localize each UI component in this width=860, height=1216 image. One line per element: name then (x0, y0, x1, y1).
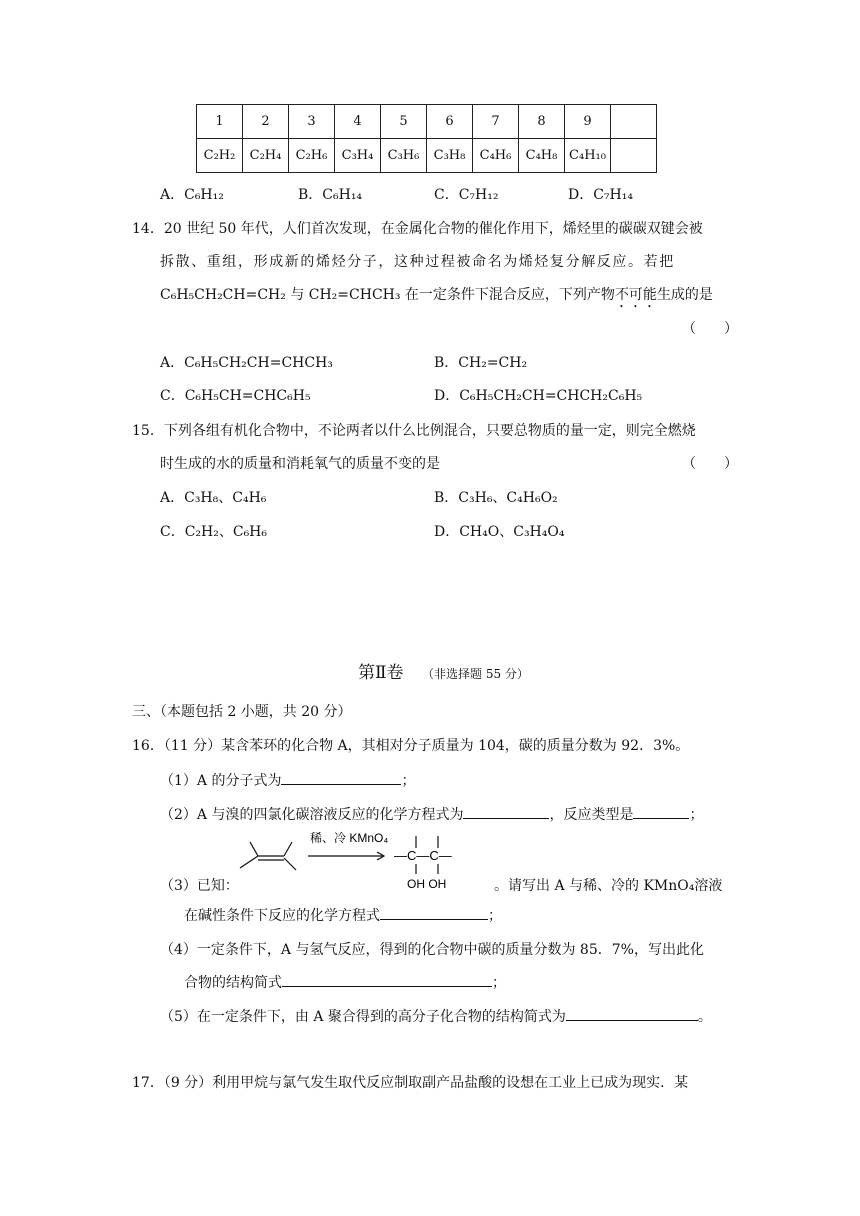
table-cell: 3 (289, 105, 335, 139)
q15-answer-paren: （ ） (682, 456, 738, 472)
q16-part-1-end: ； (401, 773, 416, 789)
q14-option-a: A．C₆H₅CH₂CH=CHCH₃ (160, 355, 333, 371)
q16-part-2-text: （2）A 与溴的四氯化碳溶液反应的化学方程式为 (160, 807, 464, 823)
q13-option-a: A．C₆H₁₂ (160, 187, 224, 203)
bond-line (284, 858, 296, 870)
q15-line-1: 15．下列各组有机化合物中，不论两者以什么比例混合，只要总物质的量一定，则完全燃烧 (132, 423, 696, 439)
q16-part-4-line-2 (184, 972, 506, 992)
q16-part-5-end: 。 (697, 1009, 712, 1025)
table-cell: C₄H₈ (519, 139, 565, 173)
q16-intro: 16．（11 分）某含苯环的化合物 A，其相对分子质量为 104，碳的质量分数为 92．3%。 (132, 738, 690, 754)
q16-part-5-text: （5）在一定条件下，由 A 聚合得到的高分子化合物的结构简式为 (160, 1009, 566, 1025)
table-cell: C₃H₄ (335, 139, 381, 173)
q16-part-4-line-2-text: 合物的结构简式 (184, 975, 282, 991)
hydroxyl-labels: OH OH (407, 877, 447, 891)
q16-part-2-end: ； (689, 807, 704, 823)
part-heading (358, 658, 529, 683)
answer-blank[interactable] (566, 1006, 698, 1021)
table-cell: C₂H₄ (243, 139, 289, 173)
bond-line (250, 842, 258, 856)
table-row (197, 139, 657, 173)
q16-part-3-line-2-text: 在碱性条件下反应的化学方程式 (184, 908, 380, 924)
answer-blank[interactable] (463, 804, 549, 819)
table-cell: C₂H₆ (289, 139, 335, 173)
reagent-label: 稀、冷 KMnO₄ (310, 831, 389, 845)
q16-part-5 (160, 1006, 712, 1026)
table-cell: C₃H₈ (427, 139, 473, 173)
answer-blank[interactable] (633, 804, 689, 819)
q14-emphasis: 不可能 (614, 287, 657, 303)
q15-option-d: D．CH₄O、C₃H₄O₄ (434, 524, 565, 540)
q16-part-3-line-2 (184, 905, 502, 925)
table-cell (611, 139, 657, 173)
q14-line-3-text: C₆H₅CH₂CH=CH₂ 与 CH₂=CHCH₃ 在一定条件下混合反应，下列产物 (160, 287, 615, 303)
bond-line (284, 842, 292, 856)
q16-part-4-end: ； (492, 975, 506, 991)
table-cell: C₄H₁₀ (565, 139, 611, 173)
q14-option-b: B．CH₂=CH₂ (434, 355, 528, 371)
section-heading: 三、（本题包括 2 小题，共 20 分） (132, 704, 352, 720)
q13-option-c: C．C₇H₁₂ (434, 187, 499, 203)
table-cell (611, 105, 657, 139)
q13-option-d: D．C₇H₁₄ (568, 187, 633, 203)
table-cell: 4 (335, 105, 381, 139)
table-cell: 7 (473, 105, 519, 139)
formula-table (196, 104, 657, 173)
q16-part-3-label: （3）已知： (160, 878, 239, 894)
table-cell: 1 (197, 105, 243, 139)
q14-line-2: 拆散、重组，形成新的烯烃分子，这种过程被命名为烯烃复分解反应。若把 (160, 254, 675, 270)
q16-part-2-mid: ，反应类型是 (549, 807, 634, 823)
answer-blank[interactable] (380, 905, 488, 920)
q14-line-3-end: 生成的是 (656, 287, 713, 303)
table-cell: C₃H₆ (381, 139, 427, 173)
answer-blank[interactable] (281, 770, 401, 785)
q16-part-1 (160, 770, 415, 790)
product-structure: —C—C— (394, 848, 452, 863)
table-cell: 9 (565, 105, 611, 139)
q14-line-1: 14．20 世纪 50 年代，人们首次发现，在金属化合物的催化作用下，烯烃里的碳碳双键会被 (132, 221, 703, 237)
q15-option-c: C．C₂H₂、C₆H₆ (160, 524, 268, 540)
q15-option-b: B．C₃H₆、C₄H₆O₂ (434, 490, 558, 506)
q14-option-c: C．C₆H₅CH=CHC₆H₅ (160, 388, 311, 404)
answer-blank[interactable] (282, 972, 492, 987)
part-title: 第Ⅱ卷 (358, 663, 404, 683)
q15-option-a: A．C₃H₈、C₄H₆ (160, 490, 267, 506)
q14-line-3 (160, 284, 713, 311)
table-row (197, 105, 657, 139)
table-cell: 6 (427, 105, 473, 139)
q16-part-3-text: 。请写出 A 与稀、冷的 KMnO₄溶液 (494, 878, 723, 894)
table-cell: 5 (381, 105, 427, 139)
reaction-diagram (236, 828, 476, 892)
q16-part-2 (160, 804, 703, 824)
table-cell: C₂H₂ (197, 139, 243, 173)
q16-part-4: （4）一定条件下，A 与氢气反应，得到的化合物中碳的质量分数为 85．7%，写出此化 (160, 942, 704, 958)
q15-line-2: 时生成的水的质量和消耗氧气的质量不变的是 (160, 456, 440, 472)
q13-option-b: B．C₆H₁₄ (298, 187, 363, 203)
table-cell: 2 (243, 105, 289, 139)
table-cell: 8 (519, 105, 565, 139)
q16-part-1-text: （1）A 的分子式为 (160, 773, 282, 789)
bond-line (240, 856, 258, 868)
q16-part-3-end: ； (488, 908, 502, 924)
q14-option-d: D．C₆H₅CH₂CH=CHCH₂C₆H₅ (434, 388, 643, 404)
q14-answer-paren: （ ） (682, 321, 738, 337)
part-subtitle: （非选择题 55 分） (422, 667, 529, 681)
table-cell: C₄H₆ (473, 139, 519, 173)
q17-intro: 17．（9 分）利用甲烷与氯气发生取代反应制取副产品盐酸的设想在工业上已成为现实．某 (132, 1075, 689, 1091)
